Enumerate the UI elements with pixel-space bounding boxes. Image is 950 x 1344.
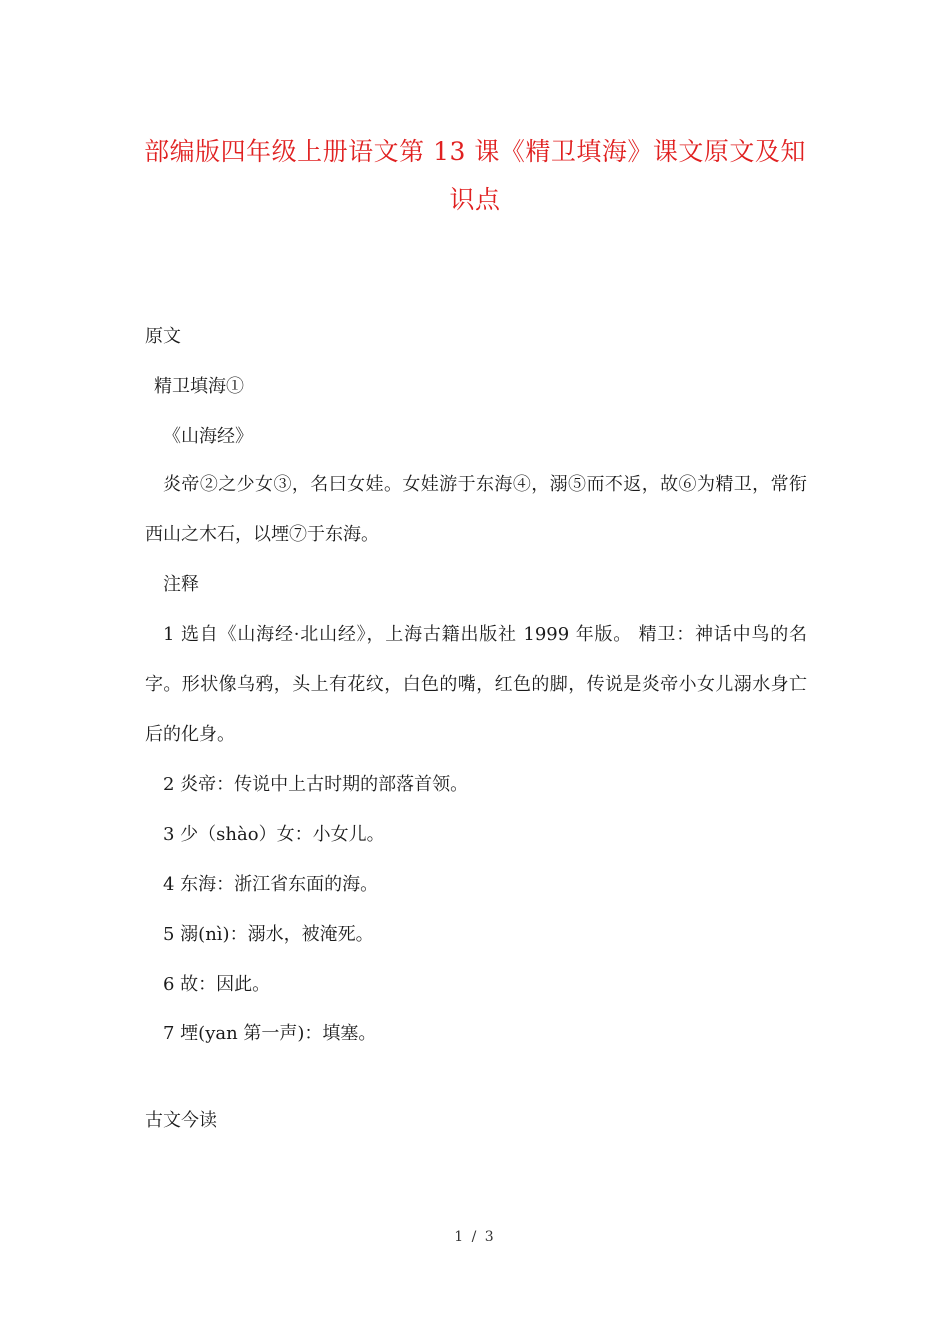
note-item-3: 3 少（shào）女：小女儿。 [163, 824, 385, 845]
original-text-paragraph: 炎帝②之少女③，名曰女娃。女娃游于东海④，溺⑤而不返，故⑥为精卫，常衔西山之木石，以堙⑦于东海。 [145, 474, 807, 545]
page-number: 1 / 3 [454, 1229, 496, 1245]
document-title: 部编版四年级上册语文第 13 课《精卫填海》课文原文及知识点 [144, 137, 806, 214]
note-item-1: 1 选自《山海经·北山经》，上海古籍出版社 1999 年版。 精卫：神话中鸟的名字。形状像乌鸦，头上有花纹，白色的嘴，红色的脚，传说是炎帝小女儿溺水身亡后的化身。 [145, 624, 807, 745]
section-heading-modern: 古文今读 [145, 1110, 217, 1131]
notes-heading: 注释 [163, 574, 199, 595]
text-source: 《山海经》 [163, 426, 253, 447]
note-item-7: 7 堙(yan 第一声)：填塞。 [163, 1023, 377, 1044]
note-item-6: 6 故：因此。 [163, 974, 271, 995]
note-item-5: 5 溺(nì)：溺水，被淹死。 [163, 924, 374, 945]
section-heading-original: 原文 [145, 326, 181, 347]
text-title: 精卫填海① [154, 376, 244, 397]
note-item-4: 4 东海：浙江省东面的海。 [163, 874, 379, 895]
note-item-2: 2 炎帝：传说中上古时期的部落首领。 [163, 774, 469, 795]
